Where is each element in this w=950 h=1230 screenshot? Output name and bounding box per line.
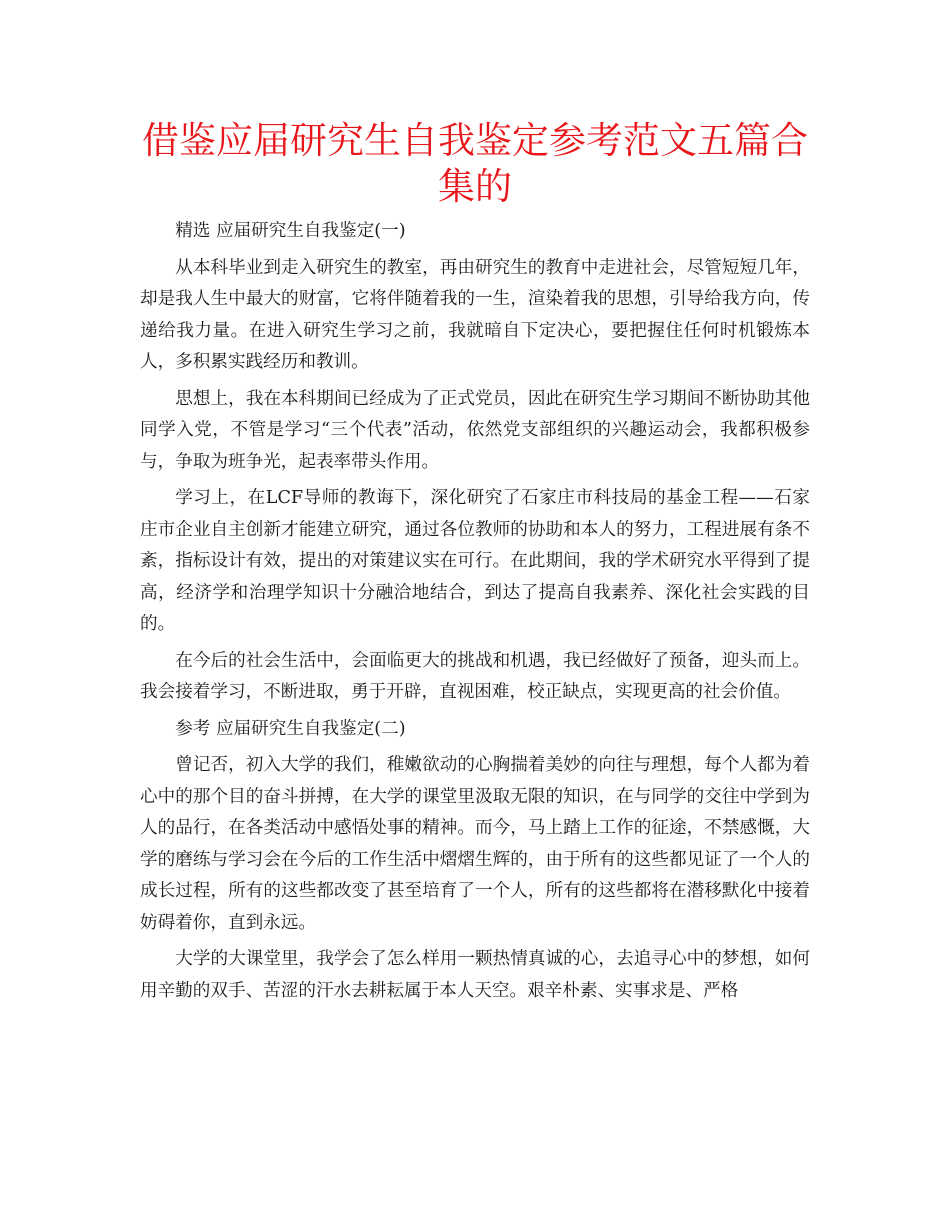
document-title: 借鉴应届研究生自我鉴定参考范文五篇合集的 [142, 119, 808, 208]
paragraph-2: 思想上，我在本科期间已经成为了正式党员，因此在研究生学习期间不断协助其他同学入党，不管是学习“三个代表”活动，依然党支部组织的兴趣运动会，我都积极参与，争取为班争光，起表率带头作用。 [140, 388, 810, 472]
paragraph-5: 曾记否，初入大学的我们，稚嫩欲动的心胸揣着美妙的向往与理想，每个人都为着心中的那个目的奋斗拼搏，在大学的课堂里汲取无限的知识，在与同学的交往中学到为人的品行，在各类活动中感悟处事的精神。而今，马上踏上工作的征途，不禁感慨，大学的磨练与学习会在今后的工作生活中熠熠生辉的，由于所有的这些都见证了一个人的成长过程，所有的这些都改变了甚至培育了一个人，所有的这些都将在潜移默化中接着妨碍着你，直到永远。 [140, 755, 810, 933]
paragraph-4: 在今后的社会生活中，会面临更大的挑战和机遇，我已经做好了预备，迎头而上。我会接着学习，不断进取，勇于开辟，直视困难，校正缺点，实现更高的社会价值。 [140, 650, 810, 702]
paragraph-6: 大学的大课堂里，我学会了怎么样用一颗热情真诚的心，去追寻心中的梦想，如何用辛勤的双手、苦涩的汗水去耕耘属于本人天空。艰辛朴素、实事求是、严格 [140, 949, 810, 1001]
section-heading-1: 精选 应届研究生自我鉴定(一) [175, 221, 406, 241]
section-heading-2: 参考 应届研究生自我鉴定(二) [175, 718, 406, 739]
paragraph-1: 从本科毕业到走入研究生的教室，再由研究生的教育中走进社会，尽管短短几年，却是我人生中最大的财富，它将伴随着我的一生，渲染着我的思想，引导给我方向，传递给我力量。在进入研究生学习之前，我就暗自下定决心，要把握住任何时机锻炼本人，多积累实践经历和教训。 [140, 257, 810, 372]
document-body [140, 216, 810, 1007]
document-page [140, 118, 810, 1012]
paragraph-3: 学习上，在LCF导师的教诲下，深化研究了石家庄市科技局的基金工程——石家庄市企业自主创新才能建立研究，通过各位教师的协助和本人的努力，工程进展有条不紊，指标设计有效，提出的对策建议实在可行。在此期间，我的学术研究水平得到了提高，经济学和治理学知识十分融洽地结合，到达了提高自我素养、深化社会实践的目的。 [140, 488, 810, 634]
